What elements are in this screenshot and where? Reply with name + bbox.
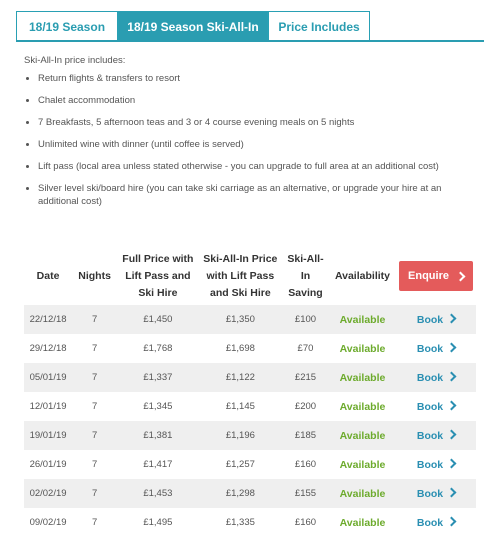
cell-date: 02/02/19 bbox=[24, 479, 72, 508]
chevron-right-icon bbox=[456, 271, 466, 281]
cell-saving: £215 bbox=[282, 363, 329, 392]
cell-nights: 7 bbox=[91, 343, 98, 354]
cell-book bbox=[396, 479, 476, 508]
availability-status: Available bbox=[339, 516, 386, 529]
book-label: Book bbox=[416, 487, 444, 500]
book-link[interactable] bbox=[417, 401, 455, 413]
enquire-button[interactable] bbox=[399, 261, 473, 291]
book-label: Book bbox=[416, 429, 444, 442]
cell-availability bbox=[329, 508, 396, 537]
table-row bbox=[24, 334, 476, 363]
book-label: Book bbox=[416, 400, 444, 413]
tab-price-includes[interactable]: Price Includes bbox=[268, 11, 370, 41]
cell-date: 29/12/18 bbox=[29, 343, 67, 354]
book-label: Book bbox=[416, 342, 444, 355]
book-link[interactable] bbox=[417, 488, 455, 500]
book-link[interactable] bbox=[417, 372, 455, 384]
cell-saving: £155 bbox=[282, 479, 329, 508]
cell-nights: 7 bbox=[91, 401, 98, 412]
header-nights: Nights bbox=[78, 269, 111, 282]
table-row bbox=[24, 421, 476, 450]
cell-ski-all-in-price: £1,350 bbox=[199, 305, 282, 334]
cell-ski-all-in-price: £1,122 bbox=[199, 363, 282, 392]
chevron-right-icon bbox=[447, 458, 457, 468]
cell-book bbox=[396, 334, 476, 363]
table-row bbox=[24, 363, 476, 392]
table-row bbox=[24, 508, 476, 537]
table-row bbox=[24, 305, 476, 334]
cell-ski-all-in-price: £1,298 bbox=[199, 479, 282, 508]
book-label: Book bbox=[416, 313, 444, 326]
tab-underline bbox=[16, 40, 484, 42]
list-item: • 7 Breakfasts, 5 afternoon teas and 3 or 4 course evening meals on 5 nights bbox=[38, 116, 484, 129]
cell-full-price: £1,337 bbox=[117, 363, 199, 392]
cell-ski-all-in-price: £1,257 bbox=[225, 459, 255, 470]
header-date: Date bbox=[36, 269, 60, 282]
chevron-right-icon bbox=[447, 313, 457, 323]
chevron-right-icon bbox=[447, 487, 457, 497]
cell-book bbox=[396, 363, 476, 392]
cell-nights: 7 bbox=[72, 479, 117, 508]
cell-book bbox=[396, 392, 476, 421]
cell-ski-all-in-price: £1,698 bbox=[225, 343, 255, 354]
cell-date: 26/01/19 bbox=[29, 459, 67, 470]
cell-availability bbox=[329, 479, 396, 508]
price-table bbox=[24, 247, 476, 537]
cell-full-price: £1,345 bbox=[143, 401, 173, 412]
cell-date: 22/12/18 bbox=[24, 305, 72, 334]
list-item: • Unlimited wine with dinner (until coffee is served) bbox=[38, 138, 484, 151]
availability-status: Available bbox=[339, 371, 386, 384]
cell-book bbox=[396, 305, 476, 334]
cell-book bbox=[396, 508, 476, 537]
cell-nights: 7 bbox=[91, 459, 98, 470]
enquire-label: Enquire bbox=[408, 269, 449, 282]
cell-saving: £100 bbox=[282, 305, 329, 334]
book-link[interactable] bbox=[417, 517, 455, 529]
cell-availability bbox=[329, 392, 396, 421]
cell-full-price: £1,381 bbox=[117, 421, 199, 450]
book-label: Book bbox=[416, 458, 444, 471]
table-row bbox=[24, 479, 476, 508]
availability-status: Available bbox=[339, 429, 386, 442]
table-header-row bbox=[24, 247, 476, 305]
cell-full-price: £1,768 bbox=[143, 343, 173, 354]
header-ski-all-in-price: Ski-All-In Price with Lift Pass and Ski Hire bbox=[203, 252, 278, 299]
cell-nights: 7 bbox=[91, 517, 98, 528]
list-item: • Return flights & transfers to resort bbox=[38, 72, 484, 85]
cell-date: 12/01/19 bbox=[29, 401, 67, 412]
availability-status: Available bbox=[339, 313, 386, 326]
cell-date: 19/01/19 bbox=[24, 421, 72, 450]
book-link[interactable] bbox=[417, 430, 455, 442]
book-link[interactable] bbox=[417, 314, 455, 326]
book-link[interactable] bbox=[417, 459, 455, 471]
chevron-right-icon bbox=[447, 342, 457, 352]
cell-full-price: £1,495 bbox=[143, 517, 173, 528]
cell-saving: £160 bbox=[294, 459, 317, 470]
chevron-right-icon bbox=[447, 400, 457, 410]
cell-saving: £70 bbox=[297, 343, 314, 354]
table-row bbox=[24, 392, 476, 421]
header-full-price: Full Price with Lift Pass and Ski Hire bbox=[122, 252, 194, 299]
cell-nights: 7 bbox=[72, 305, 117, 334]
book-link[interactable] bbox=[417, 343, 455, 355]
cell-ski-all-in-price: £1,335 bbox=[225, 517, 255, 528]
cell-full-price: £1,453 bbox=[117, 479, 199, 508]
cell-date: 05/01/19 bbox=[24, 363, 72, 392]
cell-date: 09/02/19 bbox=[29, 517, 67, 528]
header-enquire bbox=[396, 247, 476, 305]
availability-status: Available bbox=[339, 487, 386, 500]
list-item: • Lift pass (local area unless stated otherwise - you can upgrade to full area at an additional cost) bbox=[38, 160, 484, 173]
cell-availability bbox=[329, 363, 396, 392]
tab-18-19-season[interactable]: 18/19 Season bbox=[16, 11, 118, 41]
cell-availability bbox=[329, 450, 396, 479]
header-saving: Ski-All-In Saving bbox=[287, 252, 324, 299]
cell-saving: £185 bbox=[282, 421, 329, 450]
cell-full-price: £1,417 bbox=[143, 459, 173, 470]
cell-full-price: £1,450 bbox=[117, 305, 199, 334]
book-label: Book bbox=[416, 371, 444, 384]
cell-nights: 7 bbox=[72, 421, 117, 450]
cell-availability bbox=[329, 305, 396, 334]
season-tabs bbox=[16, 11, 370, 41]
cell-availability bbox=[329, 421, 396, 450]
price-includes-lead: Ski-All-In price includes: bbox=[24, 55, 126, 66]
availability-status: Available bbox=[339, 458, 386, 471]
cell-book bbox=[396, 450, 476, 479]
chevron-right-icon bbox=[447, 516, 457, 526]
cell-ski-all-in-price: £1,196 bbox=[199, 421, 282, 450]
cell-availability bbox=[329, 334, 396, 363]
chevron-right-icon bbox=[447, 371, 457, 381]
list-item: • Silver level ski/board hire (you can take ski carriage as an alternative, or upgrade your hire at an additional cost) bbox=[38, 182, 484, 208]
list-item: • Chalet accommodation bbox=[38, 94, 484, 107]
price-includes-section bbox=[24, 55, 484, 217]
tab-18-19-season-ski-all-in[interactable]: 18/19 Season Ski-All-In bbox=[118, 11, 268, 41]
availability-status: Available bbox=[339, 400, 386, 413]
header-availability: Availability bbox=[334, 269, 390, 282]
table-row bbox=[24, 450, 476, 479]
cell-ski-all-in-price: £1,145 bbox=[225, 401, 255, 412]
cell-saving: £200 bbox=[294, 401, 317, 412]
price-includes-list bbox=[24, 72, 484, 208]
cell-book bbox=[396, 421, 476, 450]
cell-nights: 7 bbox=[72, 363, 117, 392]
chevron-right-icon bbox=[447, 429, 457, 439]
availability-status: Available bbox=[339, 342, 386, 355]
cell-saving: £160 bbox=[294, 517, 317, 528]
book-label: Book bbox=[416, 516, 444, 529]
